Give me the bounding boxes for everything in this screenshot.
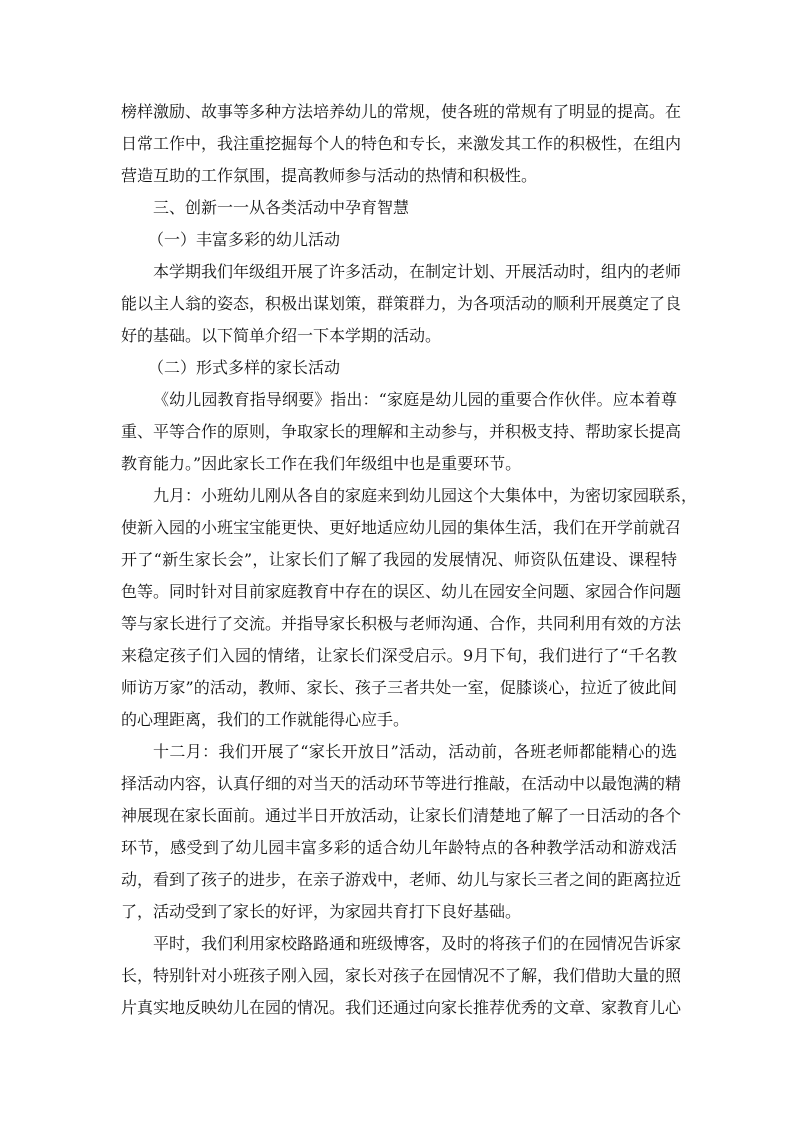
subsection-heading: （一）丰富多彩的幼儿活动 (148, 230, 341, 249)
subsection-heading: （二）形式多样的家长活动 (148, 358, 341, 377)
paragraph-line: 动，看到了孩子的进步，在亲子游戏中，老师、幼儿与家长三者之间的距离拉近 (121, 870, 682, 889)
paragraph-line: 营造互助的工作氛围，提高教师参与活动的热情和积极性。 (121, 166, 538, 185)
paragraph-line: 等与家长进行了交流。并指导家长积极与老师沟通、合作，共同利用有效的方法 (121, 614, 682, 633)
paragraph-line: 色等。同时针对目前家庭教育中存在的误区、幼儿在园安全问题、家园合作问题 (121, 582, 682, 601)
paragraph-line: 师访万家”的活动，教师、家长、孩子三者共处一室，促膝谈心，拉近了彼此间 (121, 678, 677, 697)
paragraph-line: 来稳定孩子们入园的情绪，让家长们深受启示。9月下旬，我们进行了“千名教 (121, 646, 677, 665)
paragraph-line: 《幼儿园教育指导纲要》指出：“家庭是幼儿园的重要合作伙伴。应本着尊 (153, 390, 677, 409)
paragraph-line: 重、平等合作的原则，争取家长的理解和主动参与，并积极支持、帮助家长提高 (121, 422, 682, 441)
paragraph-line: 平时，我们利用家校路路通和班级博客，及时的将孩子们的在园情况告诉家 (153, 934, 682, 953)
paragraph-line: 能以主人翁的姿态，积极出谋划策，群策群力，为各项活动的顺利开展奠定了良 (121, 294, 682, 313)
paragraph-line: 的心理距离，我们的工作就能得心应手。 (121, 710, 410, 729)
paragraph-line: 长，特别针对小班孩子刚入园，家长对孩子在园情况不了解，我们借助大量的照 (121, 966, 682, 985)
paragraph-line: 榜样激励、故事等多种方法培养幼儿的常规，使各班的常规有了明显的提高。在 (121, 102, 682, 121)
paragraph-line: 日常工作中，我注重挖掘每个人的特色和专长，来激发其工作的积极性，在组内 (121, 134, 682, 153)
paragraph-line: 择活动内容，认真仔细的对当天的活动环节等进行推敲，在活动中以最饱满的精 (121, 774, 682, 793)
paragraph-line: 十二月：我们开展了“家长开放日”活动，活动前，各班老师都能精心的选 (153, 742, 677, 761)
paragraph-line: 片真实地反映幼儿在园的情况。我们还通过向家长推荐优秀的文章、家教育儿心 (121, 998, 682, 1017)
paragraph-line: 使新入园的小班宝宝能更快、更好地适应幼儿园的集体生活，我们在开学前就召 (121, 518, 682, 537)
paragraph-line: 教育能力。”因此家长工作在我们年级组中也是重要环节。 (121, 454, 522, 473)
paragraph-line: 开了“新生家长会”，让家长们了解了我园的发展情况、师资队伍建设、课程特 (121, 550, 677, 569)
paragraph-line: 九月：小班幼儿刚从各自的家庭来到幼儿园这个大集体中，为密切家园联系， (153, 486, 698, 505)
section-heading: 三、创新一一从各类活动中孕育智慧 (153, 198, 410, 217)
paragraph-line: 好的基础。以下简单介绍一下本学期的活动。 (121, 326, 442, 345)
paragraph-line: 神展现在家长面前。通过半日开放活动，让家长们清楚地了解了一日活动的各个 (121, 806, 682, 825)
paragraph-line: 了，活动受到了家长的好评，为家园共育打下良好基础。 (121, 902, 522, 921)
paragraph-line: 本学期我们年级组开展了许多活动，在制定计划、开展活动时，组内的老师 (153, 262, 682, 281)
paragraph-line: 环节，感受到了幼儿园丰富多彩的适合幼儿年龄特点的各种教学活动和游戏活 (121, 838, 677, 857)
